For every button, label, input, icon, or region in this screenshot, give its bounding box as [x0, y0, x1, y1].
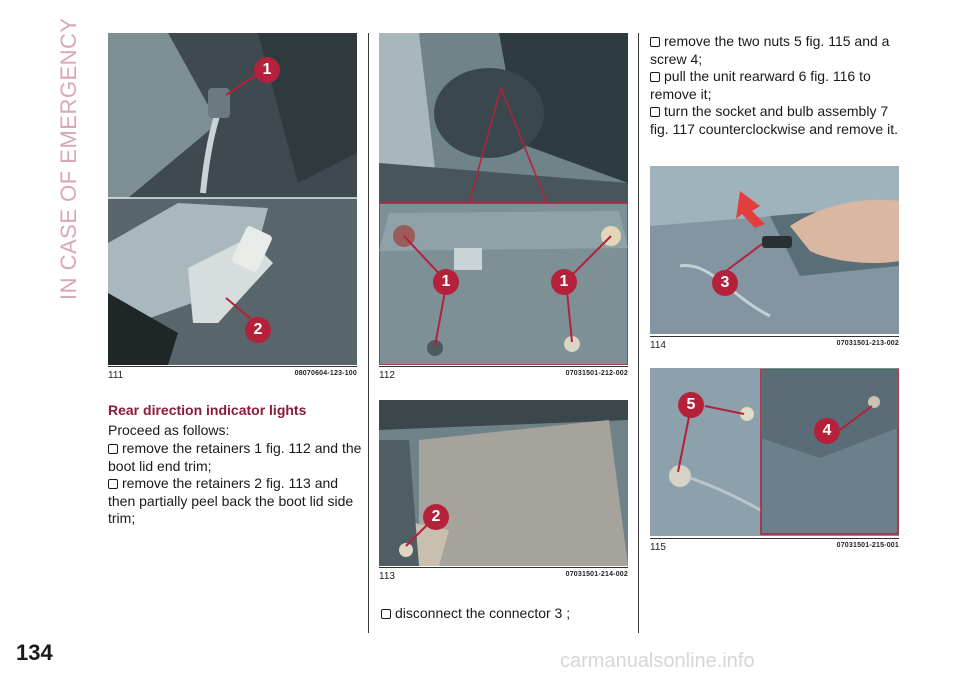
figure-111-image	[108, 33, 357, 365]
step-item: pull the unit rearward 6 fig. 116 to remove it;	[650, 68, 871, 102]
step-item: remove the retainers 2 fig. 113 and then partially peel back the boot lid side trim;	[108, 475, 354, 526]
figure-111-code: 08070604-123-100	[294, 370, 357, 377]
figure-112-callout-1-right: 1	[551, 269, 577, 295]
figure-114-number: 114	[650, 340, 666, 351]
figure-111-leader-lines	[108, 33, 357, 365]
checkbox-bullet-icon	[650, 72, 660, 82]
side-section-title: IN CASE OF EMERGENCY	[56, 17, 81, 300]
step-list-col3	[650, 33, 900, 138]
checkbox-bullet-icon	[650, 37, 660, 47]
figure-112-code: 07031501-212-002	[565, 370, 628, 377]
figure-113-image	[379, 400, 628, 566]
checkbox-bullet-icon	[108, 444, 118, 454]
figure-114-callout-3: 3	[712, 270, 738, 296]
checkbox-bullet-icon	[381, 609, 391, 619]
step-item: remove the retainers 1 fig. 112 and the boot lid end trim;	[108, 440, 362, 474]
figure-115-caption	[650, 538, 899, 553]
figure-113-code: 07031501-214-002	[565, 571, 628, 578]
figure-112-caption	[379, 366, 628, 381]
figure-111-callout-1: 1	[254, 57, 280, 83]
figure-114-image	[650, 166, 899, 334]
figure-112-number: 112	[379, 370, 395, 381]
intro-text: Proceed as follows:	[108, 422, 230, 438]
figure-111-number: 111	[108, 370, 124, 381]
figure-111-caption	[108, 366, 357, 381]
figure-113-callout-2: 2	[423, 504, 449, 530]
figure-114-caption	[650, 336, 899, 351]
figure-111-callout-2: 2	[245, 317, 271, 343]
figure-115-number: 115	[650, 542, 666, 553]
figure-115-callout-5: 5	[678, 392, 704, 418]
step-col2: disconnect the connector 3 ;	[381, 605, 631, 623]
step-item: remove the two nuts 5 fig. 115 and a screw 4;	[650, 33, 890, 67]
figure-114-code: 07031501-213-002	[836, 340, 899, 347]
figure-112-image	[379, 33, 628, 365]
section-intro	[108, 422, 358, 440]
figure-115-code: 07031501-215-001	[836, 542, 899, 549]
figure-113-caption	[379, 567, 628, 582]
page-number: 134	[16, 640, 53, 665]
figure-115-image	[650, 368, 899, 536]
section-title: Rear direction indicator lights	[108, 402, 307, 418]
figure-112-callout-1-left: 1	[433, 269, 459, 295]
step-item: turn the socket and bulb assembly 7 fig. 117 counterclockwise and remove it.	[650, 103, 898, 137]
column-divider-2	[638, 33, 639, 633]
column-divider-1	[368, 33, 369, 633]
figure-115-callout-4: 4	[814, 418, 840, 444]
step-list-col1	[108, 440, 366, 528]
checkbox-bullet-icon	[108, 479, 118, 489]
checkbox-bullet-icon	[650, 107, 660, 117]
watermark-text: carmanualsonline.info	[560, 650, 755, 672]
figure-113-number: 113	[379, 571, 395, 582]
